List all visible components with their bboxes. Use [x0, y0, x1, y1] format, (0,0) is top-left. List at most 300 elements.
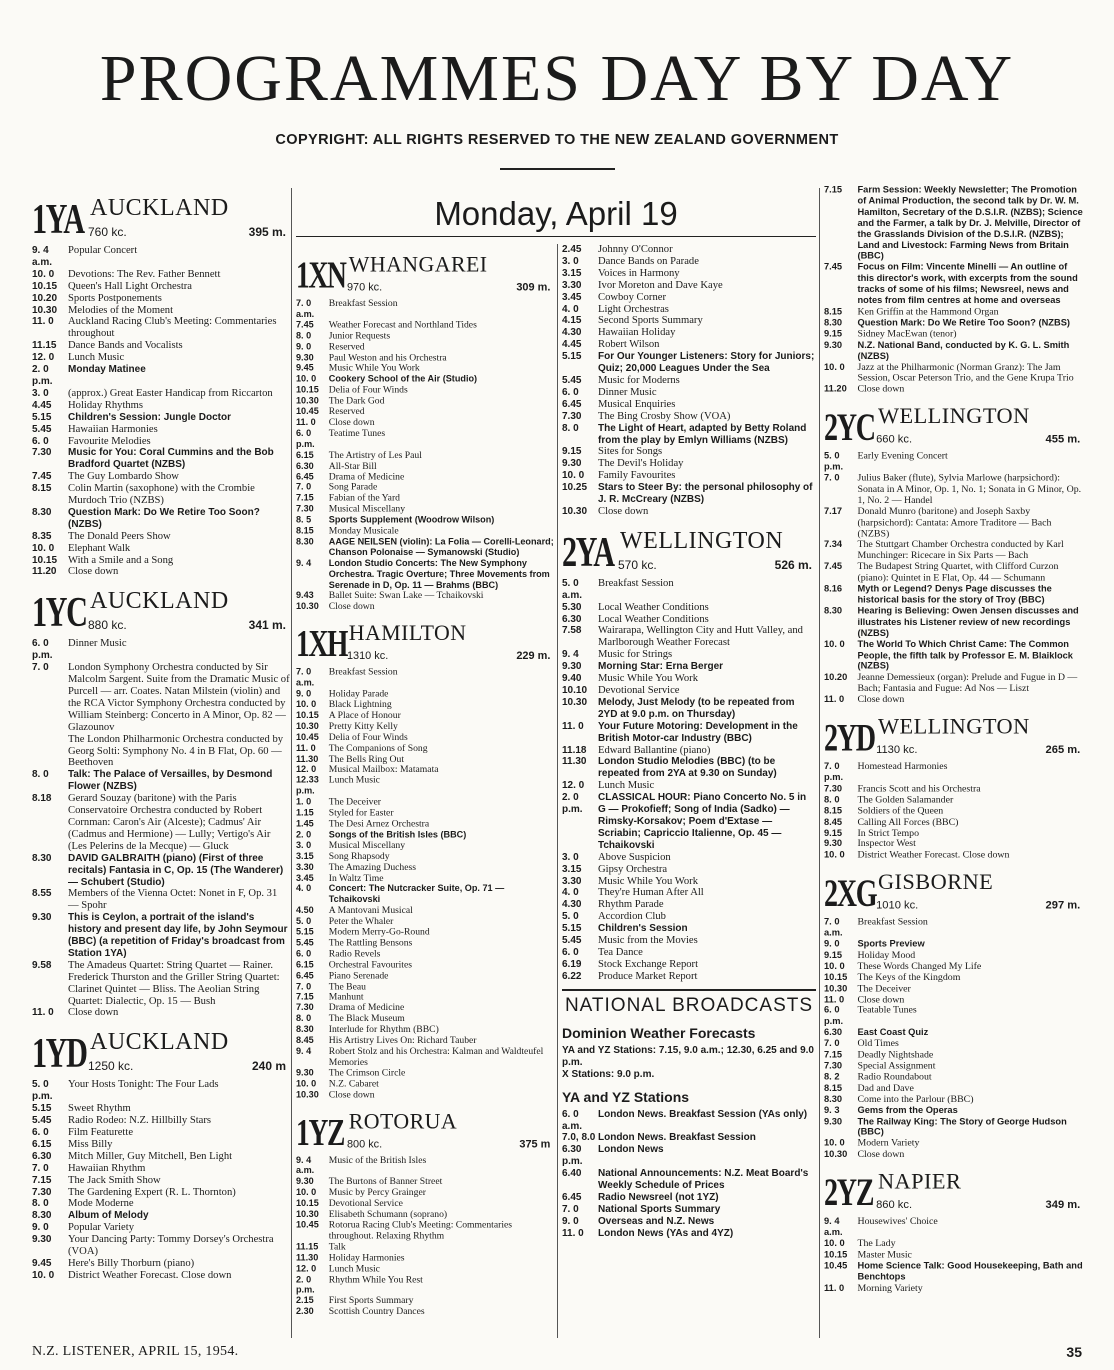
programme-item [32, 1222, 290, 1234]
programme-item [296, 927, 554, 938]
programme-item [562, 387, 816, 399]
programme-item [562, 911, 816, 923]
programme-title: Question Mark: Do We Retire Too Soon? (NZBS) [857, 317, 1071, 329]
programme-item [562, 780, 816, 792]
programme-time: 10. 0 [32, 268, 55, 280]
programme-title: Scottish Country Dances [328, 1307, 425, 1318]
programme-title: Film Featurette [68, 1127, 134, 1138]
programme-item [296, 407, 554, 418]
programme-item [296, 1047, 554, 1069]
programme-item [562, 506, 816, 518]
programme-time: 9.15 [824, 950, 843, 961]
programme-title: Music While You Work [598, 673, 698, 685]
programme-time: 5.15 [32, 1103, 52, 1115]
programme-item [32, 1151, 290, 1163]
national-time: 9. 0 [562, 1215, 579, 1227]
programme-time: 2. 0 p.m. [32, 364, 53, 387]
programme-title: Modern Merry-Go-Round [328, 927, 430, 938]
programme-title: Above Suspicion [598, 851, 671, 863]
programme-time: 9. 4 [562, 649, 579, 661]
programme-time: 10. 0 [296, 1187, 317, 1198]
programme-title: The London Philharmonic Orchestra conducted by Georg Solti: Symphony No. 4 in B Flat, Op. 60 — Beethoven [68, 733, 284, 769]
programme-time: 10. 0 [824, 961, 845, 972]
programme-title: Hearing is Believing: Owen Jensen discusses and illustrates his Listener review of new recordings (NZBS) [857, 606, 1079, 639]
programme-time: 6.30 [32, 1150, 52, 1162]
programme-item [824, 1006, 1084, 1028]
column-divider [291, 188, 292, 1338]
programme-title: Orchestral Favourites [328, 959, 413, 970]
programme-item [32, 245, 290, 269]
programme-title: Styled for Easter [328, 808, 394, 819]
programme-item [296, 504, 554, 515]
programme-time: 9.45 [296, 363, 314, 374]
programme-item [32, 483, 290, 507]
national-title: London News. Breakfast Session (YAs only) [598, 1108, 808, 1120]
programme-time: 5. 0 a.m. [562, 577, 583, 601]
programme-time: 8. 0 [824, 794, 840, 806]
programme-time: 2.15 [296, 1296, 314, 1307]
programme-title: Dance Bands on Parade [598, 255, 699, 267]
programme-title: Francis Scott and his Orchestra [857, 783, 981, 795]
programme-time: 6.15 [296, 959, 314, 970]
station-frequency: 860 kc. [876, 1197, 913, 1211]
programme-time: 9.30 [824, 1116, 843, 1127]
programme-item [824, 695, 1084, 706]
programme-time: 10.15 [32, 554, 58, 566]
programme-title: Hawaiian Holiday [598, 327, 676, 339]
programme-item [296, 494, 554, 505]
programme-item [824, 340, 1084, 362]
programme-item [562, 899, 816, 911]
programme-time: 10.30 [824, 1149, 848, 1160]
programme-title: The Black Museum [328, 1014, 405, 1025]
programme-time: 9.30 [824, 839, 843, 850]
programme-item [562, 959, 816, 971]
programme-time: 11.20 [32, 566, 57, 578]
programme-item [296, 1242, 554, 1253]
station-wavelength: 526 m. [774, 557, 812, 572]
programme-time: 4.45 [32, 399, 52, 411]
programme-item [296, 331, 554, 342]
programme-item [296, 917, 554, 928]
programme-time: 7. 0 [824, 473, 840, 484]
programme-title: Gerard Souzay (baritone) with the Paris Conservatoire Orchestra conducted by Robert Cornman: Caron's Air (Alceste); Cadmus' Air (Cadmus and Hermione) — Lully; Vertigo's Air (Les Pelerins de la Mecque) — Gluck [68, 793, 271, 852]
programme-time: 3.30 [296, 862, 314, 873]
programme-time: 10.45 [824, 1260, 848, 1272]
station-callsign: 1XH [296, 623, 348, 666]
programme-time: 9.45 [32, 1257, 52, 1269]
programme-time: 6. 0 [32, 1127, 49, 1138]
programme-title: The Donald Peers Show [68, 530, 171, 542]
programme-time: 11. 0 [32, 1007, 54, 1019]
programme-time: 10.30 [296, 1209, 319, 1220]
programme-time: 10. 0 [32, 542, 55, 554]
programme-item [32, 364, 290, 388]
programme-title: Melody, Just Melody (to be repeated from 2YD at 9.0 p.m. on Thursday) [598, 696, 795, 720]
programme-time: 5.45 [32, 1115, 52, 1127]
programme-title: Music from the Movies [598, 935, 698, 947]
programme-title: Close down [328, 1089, 375, 1100]
station-name: WELLINGTON [877, 404, 1030, 429]
programme-title: Lunch Music [68, 352, 125, 364]
programme-title: Focus on Film: Vincente Minelli — An outline of this director's work, with excerpts from the sound tracks of some of his films; Newsreel, news and notes from film centres at home and overseas [857, 262, 1078, 306]
programme-title: Members of the Vienna Octet: Nonet in F, Op. 31 — Spohr [68, 888, 278, 912]
programme-item [296, 602, 554, 613]
programme-item [824, 451, 1084, 473]
column-2 [296, 244, 554, 1318]
programme-title: Popular Concert [68, 245, 138, 256]
programme-title: Melodies of the Moment [68, 304, 174, 316]
programme-time: 7.15 [296, 992, 314, 1003]
national-item [562, 1228, 816, 1240]
programme-item [562, 852, 816, 864]
programme-title: Soldiers of the Queen [857, 805, 944, 817]
station-name: ROTORUA [348, 1109, 458, 1134]
programme-title: Close down [68, 1007, 119, 1019]
programme-time: 7. 0 p.m. [824, 761, 844, 783]
programme-time: 7.15 [32, 1174, 52, 1186]
station-frequency: 880 kc. [88, 618, 127, 633]
programme-item [824, 850, 1084, 861]
programme-time: 7.58 [562, 625, 582, 637]
programme-item [32, 853, 290, 889]
programme-item [824, 1217, 1084, 1239]
national-time: 6. 0 a.m. [562, 1108, 583, 1132]
programme-time: 9. 0 [32, 1222, 49, 1234]
programme-time: 1.45 [296, 819, 314, 830]
programme-time: 10. 0 [824, 1138, 845, 1149]
programme-item [824, 961, 1084, 972]
programme-title: These Words Changed My Life [857, 961, 982, 972]
programme-item [296, 374, 554, 385]
programme-title: Music of the British Isles [328, 1155, 427, 1166]
programme-item [824, 828, 1084, 839]
programme-title: Breakfast Session [598, 577, 674, 589]
programme-item [562, 399, 816, 411]
programme-time: 2.45 [562, 244, 582, 255]
programme-title: Manhunt [328, 992, 364, 1003]
programme-time: 10.15 [824, 1249, 848, 1260]
programme-time: 11. 0 [824, 694, 845, 706]
station-frequency: 970 kc. [346, 280, 383, 294]
programme-title: Modern Variety [857, 1138, 920, 1149]
programme-title: The Deceiver [328, 797, 381, 808]
programme-time: 11.30 [562, 756, 587, 768]
programme-title: Hawaiian Harmonies [68, 423, 158, 435]
programme-title: Morning Variety [857, 1282, 923, 1294]
programme-time: 10. 0 [296, 1079, 317, 1090]
station-name: AUCKLAND [90, 195, 229, 221]
programme-time: 8.30 [32, 1210, 52, 1222]
header-divider [500, 168, 615, 170]
station-wavelength: 341 m. [248, 618, 286, 633]
programme-title: Rotorua Racing Club's Meeting: Commentaries throughout. Relaxing Rhythm [328, 1220, 513, 1242]
programme-time: 4.45 [562, 339, 582, 351]
programme-title: Homestead Harmonies [857, 761, 948, 772]
programme-time: 8.18 [32, 793, 52, 805]
programme-item [32, 960, 290, 1008]
programme-title: Your Hosts Tonight: The Four Lads [68, 1079, 219, 1091]
programme-title: Your Dancing Party: Tommy Dorsey's Orchestra (VOA) [68, 1234, 274, 1258]
programme-title: Talk: The Palace of Versailles, by Desmond Flower (NZBS) [68, 769, 273, 793]
programme-title: Robert Stolz and his Orchestra: Kalman and Waldteufel Memories [328, 1046, 544, 1068]
programme-title: Voices in Harmony [598, 267, 680, 279]
station-header [824, 403, 1084, 450]
programme-time: 2. 0 p.m. [296, 1274, 315, 1296]
programme-item [296, 320, 554, 331]
programme-title: Inspector West [857, 839, 916, 850]
programme-time: 9.15 [562, 446, 582, 458]
programme-title: Old Times [857, 1038, 899, 1050]
programme-item [296, 537, 554, 559]
programme-title: The Guy Lombardo Show [68, 471, 179, 483]
programme-item [824, 784, 1084, 795]
programme-time: 9.43 [296, 591, 314, 602]
programme-item [32, 1187, 290, 1199]
programme-title: Interlude for Rhythm (BBC) [328, 1024, 439, 1035]
programme-item [824, 1072, 1084, 1083]
national-time: 7.0, 8.0 [562, 1132, 596, 1144]
programme-time: 9. 4 [296, 558, 312, 569]
programme-time: 10.45 [296, 732, 319, 743]
programme-time: 10.30 [296, 396, 319, 407]
programme-item [296, 667, 554, 689]
station-name: WHANGAREI [348, 253, 488, 277]
programme-time: 8. 0 [296, 1014, 312, 1025]
programme-item [296, 559, 554, 592]
programme-item [296, 1220, 554, 1242]
programme-title: Dance Bands and Vocalists [68, 340, 183, 352]
programme-time: 3. 0 [32, 387, 49, 399]
programme-time: 2.30 [296, 1307, 314, 1318]
programme-item [32, 388, 290, 400]
programme-item [562, 745, 816, 757]
programme-title: Fabian of the Yard [328, 493, 400, 504]
programme-title: Breakfast Session [328, 298, 398, 309]
programme-time: 8. 0 [296, 331, 312, 342]
programme-item [32, 1258, 290, 1270]
programme-time: 11.15 [296, 1242, 319, 1253]
programme-item [32, 1175, 290, 1187]
programme-time: 7.30 [824, 1061, 843, 1072]
programme-title: Holiday Mood [857, 950, 916, 961]
programme-item [562, 375, 816, 387]
programme-item [562, 315, 816, 327]
programme-time: 8.15 [824, 1083, 843, 1094]
column-divider [557, 244, 558, 1338]
programme-title: Monday Musicale [328, 526, 399, 537]
programme-item [824, 939, 1084, 950]
programme-time: 11. 0 [296, 743, 316, 754]
programme-item [824, 762, 1084, 784]
programme-time: 10.30 [824, 983, 848, 994]
national-time: 6.40 [562, 1168, 582, 1180]
programme-time: 8.45 [824, 817, 843, 828]
programme-title: Lunch Music [328, 775, 380, 786]
station-header [562, 526, 816, 576]
programme-time: 9.15 [824, 828, 843, 839]
programme-item [296, 353, 554, 364]
programme-time: 6.19 [562, 958, 582, 970]
programme-time: 5.15 [562, 351, 582, 363]
programme-title: The Stuttgart Chamber Orchestra conducted by Karl Munchinger: Ricecare in Six Parts — Bach [857, 539, 1064, 562]
programme-time: 10.30 [562, 505, 588, 517]
programme-title: Sites for Songs [598, 446, 663, 458]
programme-time: 3.45 [296, 873, 314, 884]
station-header [32, 586, 290, 637]
programme-time: 4.15 [562, 315, 582, 327]
programme-item [824, 1150, 1084, 1161]
programme-title: Teatable Tunes [857, 1005, 917, 1016]
programme-title: Cookery School of the Air (Studio) [328, 374, 478, 385]
programme-item [296, 1014, 554, 1025]
programme-time: 5.45 [296, 938, 314, 949]
programme-item [296, 754, 554, 765]
programme-item [562, 292, 816, 304]
programme-time: 8. 0 [32, 769, 49, 781]
programme-title: The Lady [857, 1238, 896, 1249]
programme-title: In Strict Tempo [857, 828, 920, 839]
programme-time: 7.30 [296, 504, 314, 515]
programme-title: Jeanne Demessieux (organ): Prelude and Fugue in D — Bach; Fantasia and Fugue: Ad Nos — Liszt [857, 672, 1078, 694]
programme-title: Album of Melody [68, 1210, 149, 1222]
programme-title: First Sports Summary [328, 1296, 414, 1307]
programme-item [824, 817, 1084, 828]
programme-item [824, 540, 1084, 562]
programme-title: Edward Ballantine (piano) [598, 744, 711, 756]
programme-title: CLASSICAL HOUR: Piano Concerto No. 5 in G — Prokofieff; Song of India (Sadko) — Rimsky-Korsakov; Poem d'Extase — Scriabin; Capriccio Italienne, Op. 45 — Tchaikovski [598, 792, 807, 851]
programme-time: 6.15 [32, 1138, 52, 1150]
programme-item [32, 793, 290, 853]
programme-title: Special Assignment [857, 1061, 936, 1072]
programme-time: 11. 0 [824, 1282, 845, 1294]
programme-title: The Deceiver [857, 983, 911, 994]
programme-item [824, 1105, 1084, 1116]
programme-item [562, 578, 816, 602]
programme-time: 5. 0 p.m. [824, 451, 844, 473]
programme-title: Wairarapa, Wellington City and Hutt Valley, and Marlborough Weather Forecast [598, 625, 803, 649]
programme-title: Favourite Melodies [68, 435, 151, 447]
programme-title: Peter the Whaler [328, 916, 394, 927]
programme-time: 9.30 [562, 458, 582, 470]
programme-title: Sports Supplement (Woodrow Wilson) [328, 515, 495, 526]
programme-item [296, 906, 554, 917]
programme-time: 7. 0 [32, 662, 49, 674]
programme-time: 6.30 [562, 613, 582, 625]
programme-title: Close down [857, 694, 905, 706]
programme-time: 3.30 [562, 279, 582, 291]
programme-item [32, 281, 290, 293]
programme-item [32, 269, 290, 281]
programme-title: Mitch Miller, Guy Mitchell, Ben Light [68, 1150, 233, 1162]
programme-item [562, 602, 816, 614]
programme-time: 6. 0 [562, 946, 579, 958]
station-frequency: 800 kc. [346, 1137, 383, 1150]
programme-item [296, 1199, 554, 1210]
programme-time: 9.30 [296, 352, 314, 363]
programme-time: 7.45 [32, 471, 52, 483]
programme-time: 10.25 [562, 482, 588, 494]
programme-time: 10.30 [296, 601, 319, 612]
station-name: HAMILTON [348, 621, 467, 646]
programme-title: The Dark God [328, 396, 385, 407]
programme-title: Sidney MacEwan (tenor) [857, 328, 957, 340]
station-frequency: 1250 kc. [88, 1059, 134, 1074]
programme-title: (approx.) Great Easter Handicap from Riccarton [68, 387, 273, 399]
programme-time: 7.17 [824, 506, 843, 517]
station-frequency: 1310 kc. [346, 649, 389, 662]
programme-item [296, 1155, 554, 1177]
programme-item [824, 1094, 1084, 1105]
programme-title: Local Weather Conditions [598, 601, 709, 613]
programme-title: Your Future Motoring: Development in the British Motor-car Industry (BBC) [598, 720, 798, 744]
programme-item [296, 949, 554, 960]
programme-title: N.Z. Cabaret [328, 1079, 379, 1090]
programme-item [824, 562, 1084, 584]
programme-time: 6. 0 p.m. [824, 1005, 844, 1027]
programme-item [32, 352, 290, 364]
programme-title: Paul Weston and his Orchestra [328, 352, 447, 363]
programme-title: Piano Serenade [328, 970, 389, 981]
programme-title: Radio Rodeo: N.Z. Hillbilly Stars [68, 1115, 212, 1127]
national-item [562, 1192, 816, 1204]
programme-time: 7. 0 [824, 1038, 840, 1050]
programme-time: 8.35 [32, 530, 52, 542]
programme-title: Delia of Four Winds [328, 385, 408, 396]
programme-item [296, 1003, 554, 1014]
programme-time: 3. 0 [562, 851, 579, 863]
programme-time: 5.15 [296, 927, 314, 938]
programme-time: 8.30 [296, 536, 314, 547]
programme-item [562, 470, 816, 482]
programme-title: Miss Billy [68, 1138, 113, 1150]
programme-title: Sports Postponements [68, 292, 162, 304]
programme-title: Musical Miscellany [328, 504, 406, 515]
programme-item [824, 263, 1084, 307]
station-frequency: 1130 kc. [876, 743, 918, 757]
programme-item [296, 700, 554, 711]
programme-title: Stars to Steer By: the personal philosophy of J. R. McCreary (NZBS) [598, 482, 813, 506]
programme-title: Music While You Work [598, 875, 698, 887]
programme-title: Farm Session: Weekly Newsletter; The Promotion of Animal Production, the second talk by Dr. W. M. Hamilton, Secretary of the D.S.I.R. (NZBS); Science and the Farmer, a talk by Dr. J. Melville, Director of the Grasslands Division of the D.S.I.R. (NZBS); Land and Livestock: Farming News from Britain (BBC) [857, 185, 1083, 262]
programme-time: 7.45 [296, 320, 314, 331]
programme-time: 11. 0 [562, 720, 584, 732]
programme-item [296, 1036, 554, 1047]
programme-title: Dinner Music [598, 386, 657, 398]
programme-title: The Desi Arnez Orchestra [328, 819, 430, 830]
programme-time: 7. 0 [296, 482, 312, 493]
page-title: PROGRAMMES DAY BY DAY [99, 42, 1015, 115]
programme-item [562, 351, 816, 375]
programme-item [824, 806, 1084, 817]
programme-item [562, 756, 816, 780]
programme-item [296, 1307, 554, 1318]
programme-item [562, 411, 816, 423]
programme-time: 8.30 [824, 1094, 843, 1105]
programme-item [296, 483, 554, 494]
programme-item [296, 591, 554, 602]
programme-item [32, 447, 290, 471]
programme-time: 10. 0 [562, 470, 585, 482]
programme-item [296, 299, 554, 321]
station-callsign: 2YD [824, 717, 875, 760]
national-time: 11. 0 [562, 1227, 584, 1239]
programme-item [32, 1210, 290, 1222]
programme-item [296, 515, 554, 526]
programme-time: 5.45 [562, 935, 582, 947]
programme-title: Music for Strings [598, 649, 673, 661]
programme-time: 3.45 [562, 291, 582, 303]
